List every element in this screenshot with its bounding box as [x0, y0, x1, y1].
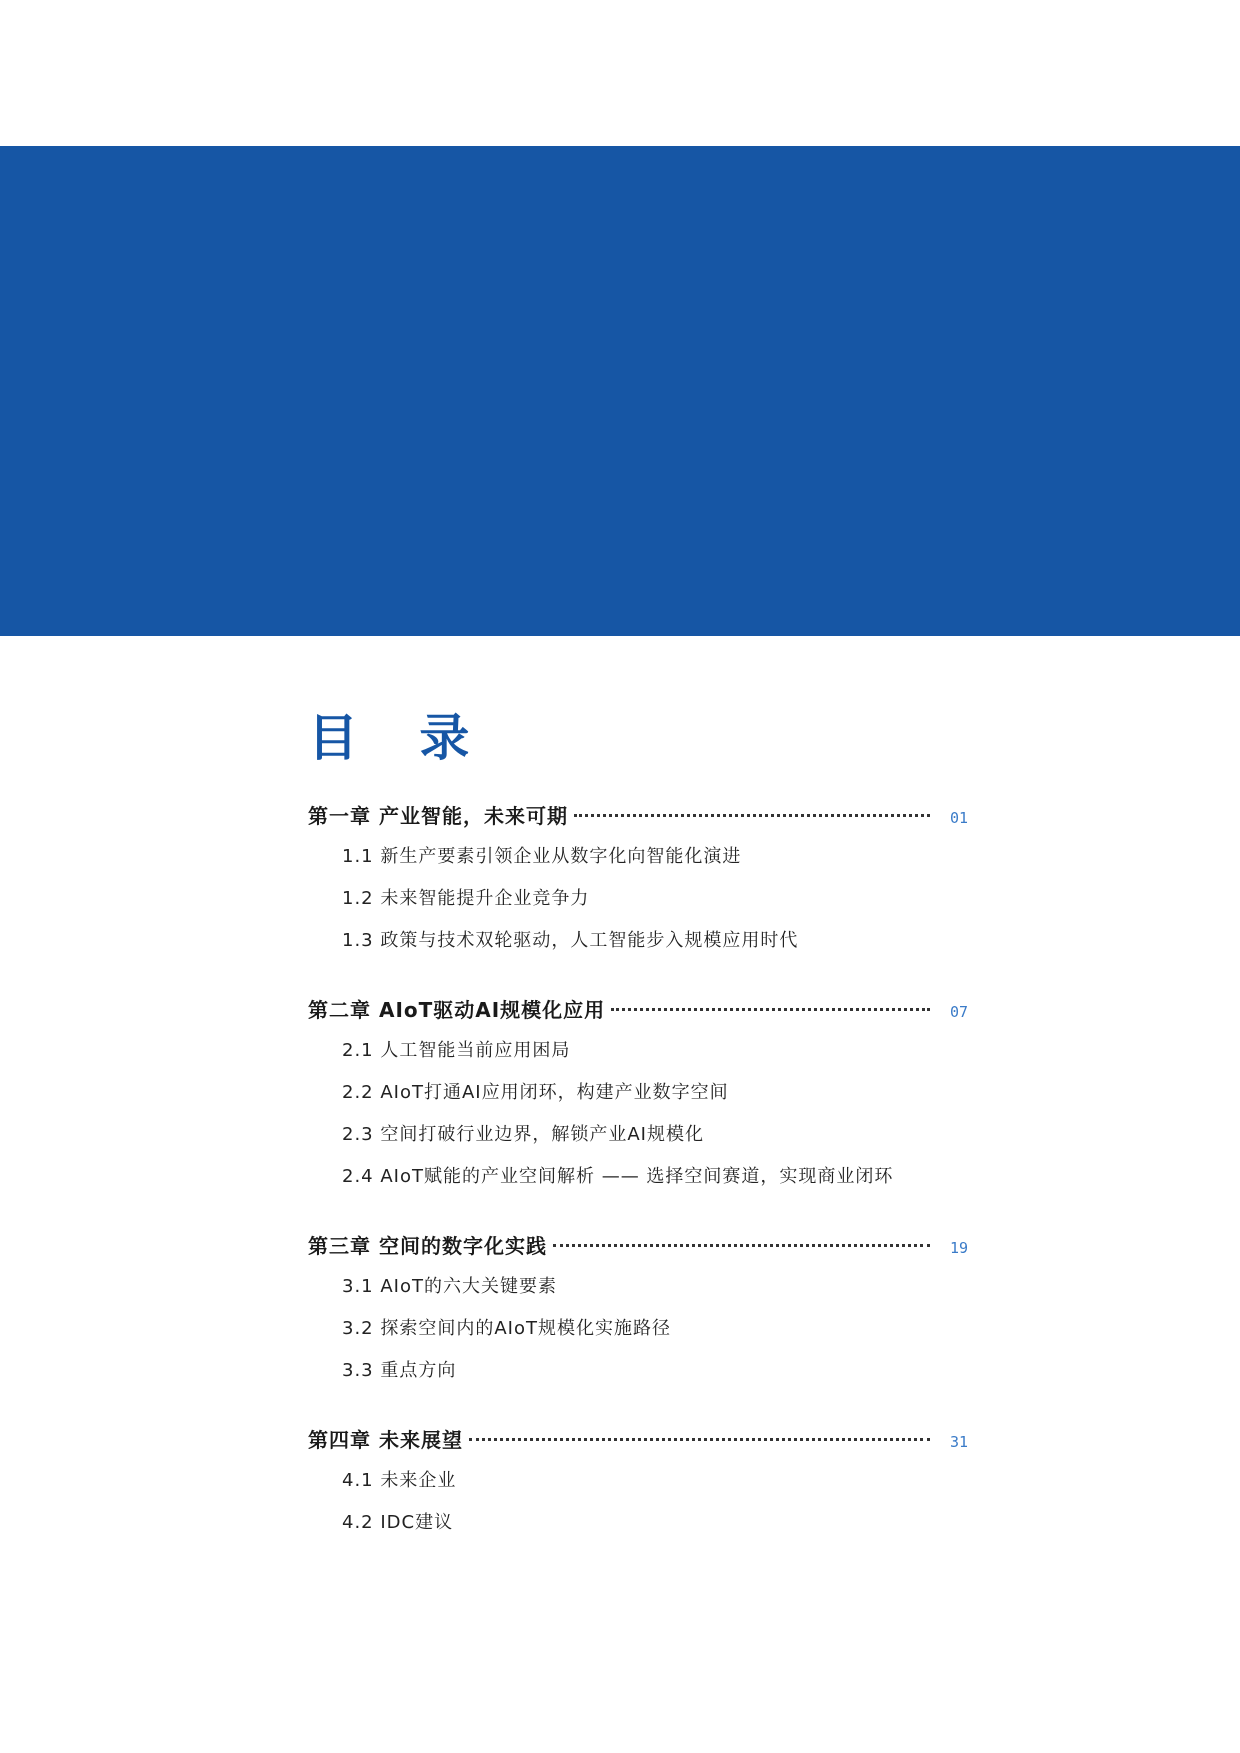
- chapter-entry[interactable]: [308, 796, 968, 836]
- dot-leader: [469, 1438, 930, 1441]
- section-entry[interactable]: 3.1 AIoT的六大关键要素: [342, 1276, 557, 1297]
- dot-leader: [553, 1244, 930, 1247]
- toc-chapter-1: [308, 796, 968, 962]
- toc-chapter-2: [308, 990, 968, 1198]
- section-entry[interactable]: 1.3 政策与技术双轮驱动，人工智能步入规模应用时代: [342, 930, 799, 951]
- page-number: 31: [949, 1433, 968, 1451]
- section-entry[interactable]: 4.2 IDC建议: [342, 1512, 454, 1533]
- page-number: 19: [949, 1239, 968, 1257]
- chapter-title: 第四章 未来展望: [308, 1428, 463, 1452]
- chapter-entry[interactable]: [308, 1420, 968, 1460]
- page-number: 07: [949, 1003, 968, 1021]
- toc-chapter-3: [308, 1226, 968, 1392]
- section-entry[interactable]: 2.2 AIoT打通AI应用闭环，构建产业数字空间: [342, 1082, 729, 1103]
- section-entry[interactable]: 1.2 未来智能提升企业竞争力: [342, 888, 590, 909]
- table-of-contents: [308, 700, 968, 1544]
- chapter-title: 第三章 空间的数字化实践: [308, 1234, 547, 1258]
- section-entry[interactable]: 2.4 AIoT赋能的产业空间解析 —— 选择空间赛道，实现商业闭环: [342, 1166, 894, 1187]
- chapter-entry[interactable]: [308, 1226, 968, 1266]
- chapter-title: 第一章 产业智能，未来可期: [308, 804, 568, 828]
- page-number: 01: [949, 809, 968, 827]
- toc-chapter-4: [308, 1420, 968, 1544]
- chapter-entry[interactable]: [308, 990, 968, 1030]
- section-entry[interactable]: 4.1 未来企业: [342, 1470, 457, 1491]
- section-entry[interactable]: 1.1 新生产要素引领企业从数字化向智能化演进: [342, 846, 742, 867]
- section-entry[interactable]: 3.2 探索空间内的AIoT规模化实施路径: [342, 1318, 671, 1339]
- section-entry[interactable]: 2.3 空间打破行业边界，解锁产业AI规模化: [342, 1124, 704, 1145]
- dot-leader: [611, 1008, 930, 1011]
- section-entry[interactable]: 2.1 人工智能当前应用困局: [342, 1040, 571, 1061]
- header-banner: [0, 146, 1240, 636]
- toc-title: 目 录: [308, 709, 492, 767]
- chapter-title: 第二章 AIoT驱动AI规模化应用: [308, 998, 606, 1022]
- dot-leader: [574, 814, 930, 817]
- section-entry[interactable]: 3.3 重点方向: [342, 1360, 457, 1381]
